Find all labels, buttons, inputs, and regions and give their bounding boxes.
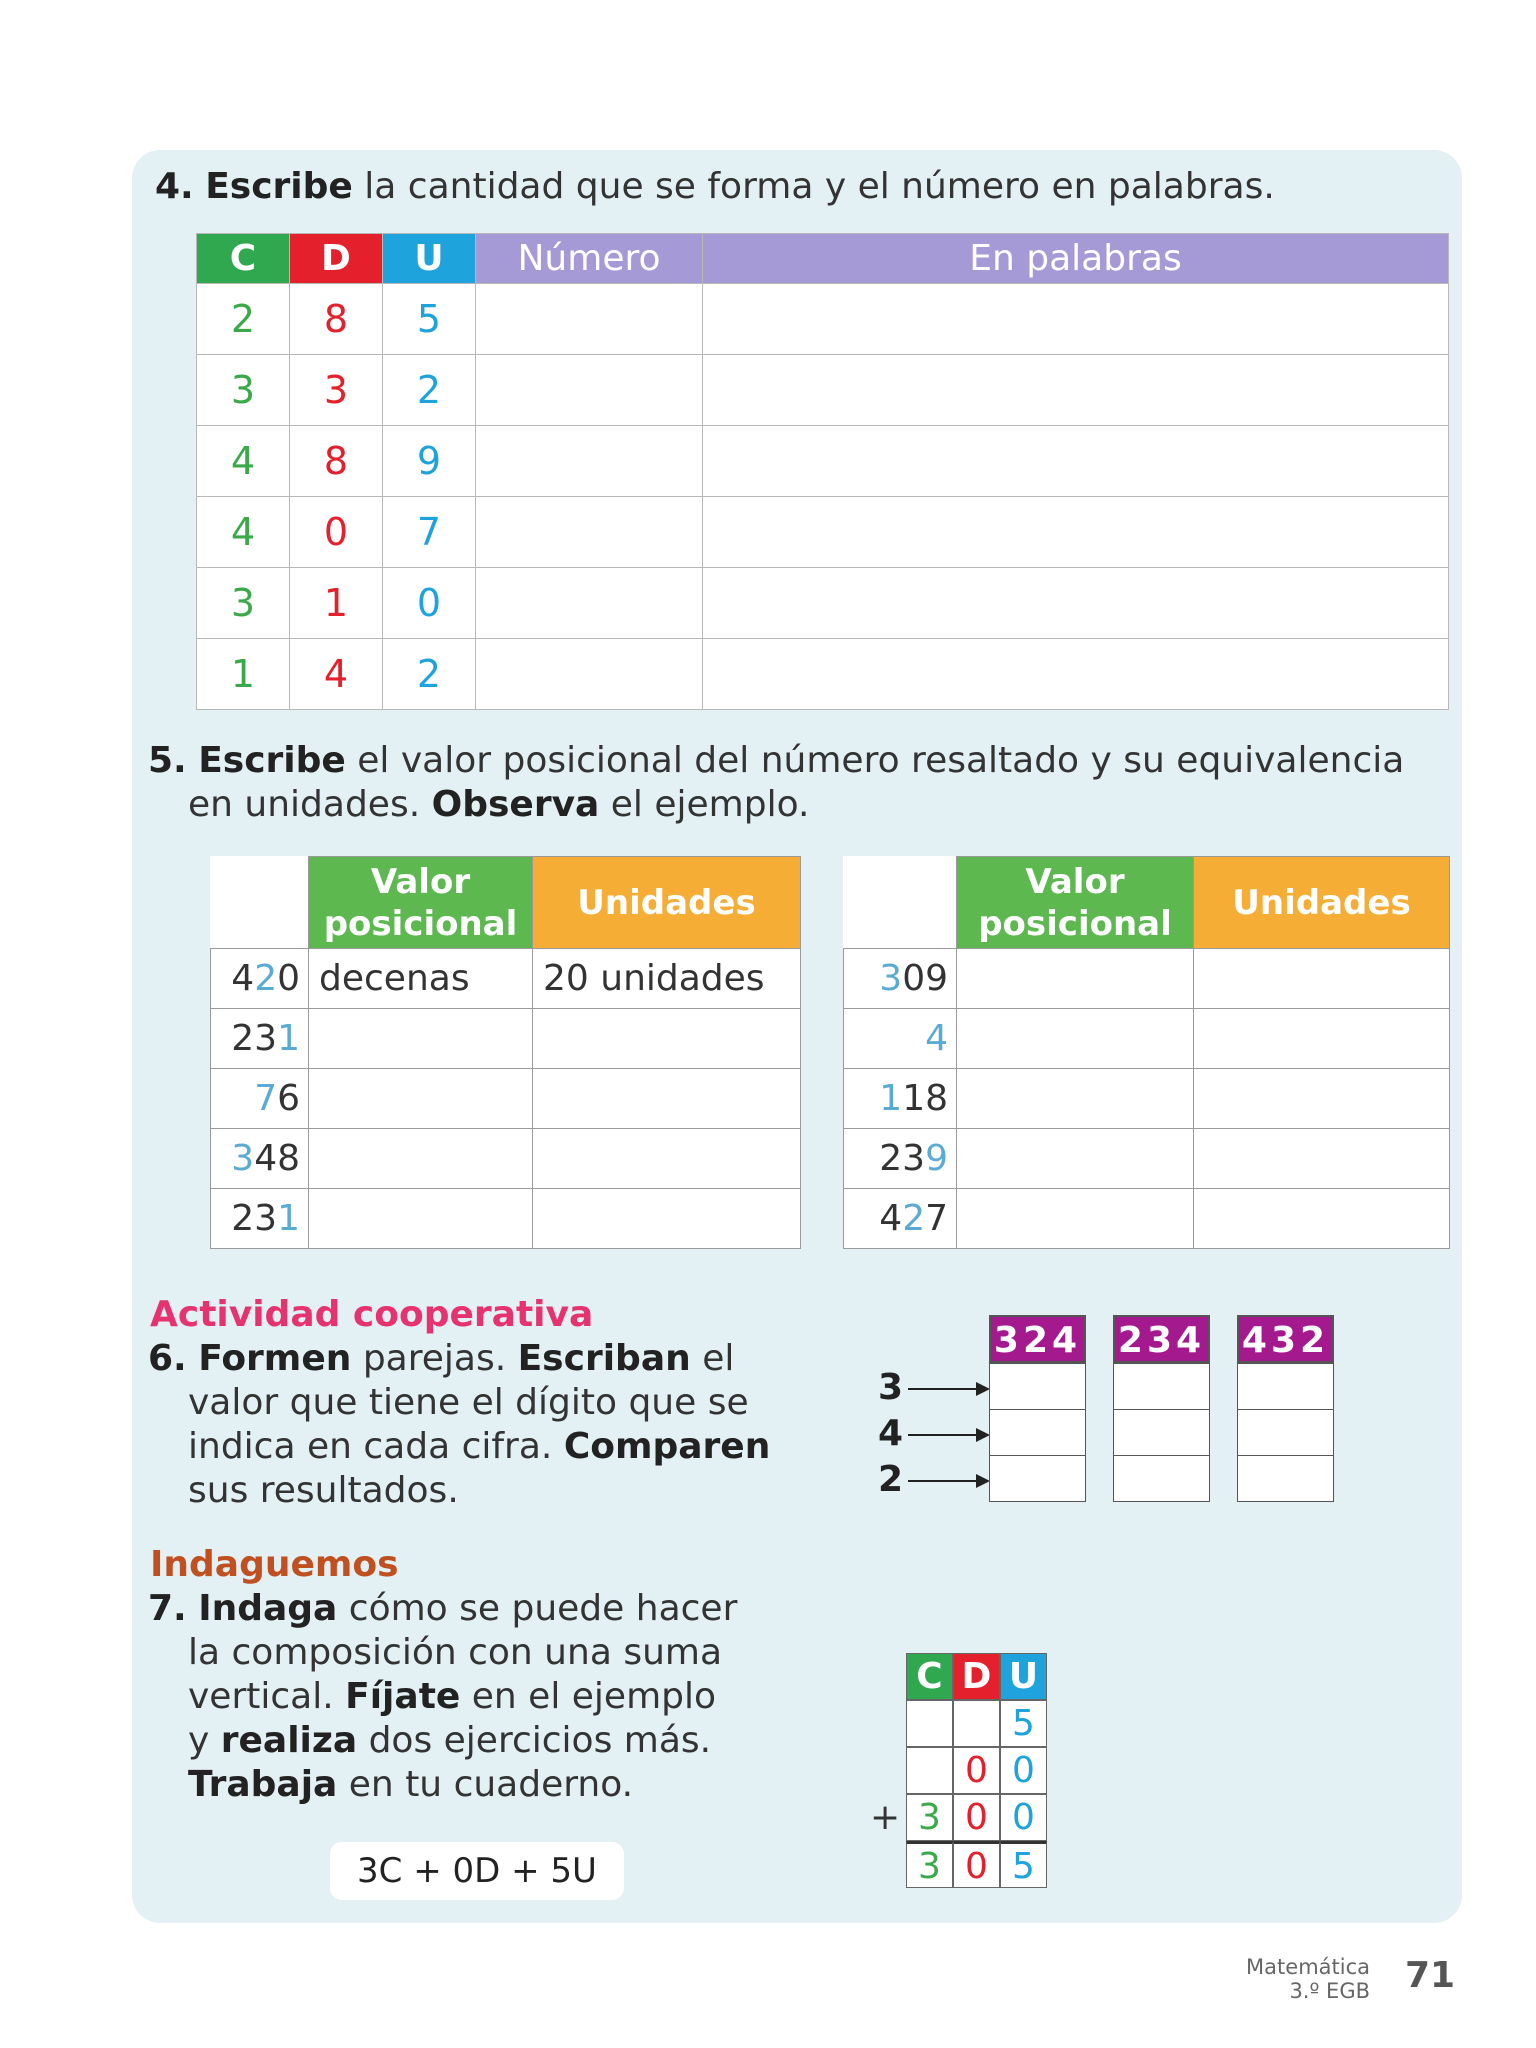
numero-answer-cell[interactable] (476, 497, 703, 568)
number-cell: 420 (211, 949, 309, 1009)
number-box-header: 234 (1113, 1315, 1210, 1363)
q7-instruction: 7. Indaga cómo se puede hacer la composición con una suma vertical. Fíjate en el ejemplo y realiza dos ejercicios más. Trabaja en tu cuaderno. (148, 1588, 738, 1805)
number-cell: 4 (844, 1009, 957, 1069)
numero-answer-cell[interactable] (476, 355, 703, 426)
table-row: 4 0 7 (197, 497, 1449, 568)
unidades-cell[interactable] (533, 1189, 801, 1249)
numero-answer-cell[interactable] (476, 426, 703, 497)
number-cell: 231 (211, 1009, 309, 1069)
digit-label: 3 (878, 1367, 904, 1408)
palabras-answer-cell[interactable] (703, 284, 1449, 355)
palabras-answer-cell[interactable] (703, 639, 1449, 710)
arrow-head-icon (976, 1428, 990, 1442)
digit-label: 2 (878, 1459, 904, 1500)
number-cell: 348 (211, 1129, 309, 1189)
digit-label: 4 (878, 1413, 904, 1454)
palabras-answer-cell[interactable] (703, 426, 1449, 497)
q4-table (196, 233, 1449, 710)
table-row: 4 8 9 (197, 426, 1449, 497)
unidades-cell[interactable] (533, 1129, 801, 1189)
table-row: 2 8 5 (197, 284, 1449, 355)
palabras-answer-cell[interactable] (703, 355, 1449, 426)
header-valor-posicional: Valor posicional (957, 857, 1194, 949)
place-value-table-left (210, 856, 801, 1249)
numero-answer-cell[interactable] (476, 284, 703, 355)
grid-header-d: D (953, 1653, 1000, 1700)
number-cell: 427 (844, 1189, 957, 1249)
number-cell: 118 (844, 1069, 957, 1129)
formula-box: 3C + 0D + 5U (330, 1842, 624, 1900)
header-numero: Número (476, 234, 703, 284)
answer-box[interactable] (1237, 1409, 1334, 1456)
table-row (211, 1069, 801, 1129)
table-row (844, 1189, 1450, 1249)
header-unidades: Unidades (1194, 857, 1450, 949)
valor-posicional-cell[interactable] (309, 1069, 533, 1129)
answer-box[interactable] (1237, 1363, 1334, 1410)
number-cell: 239 (844, 1129, 957, 1189)
unidades-cell[interactable] (1194, 1129, 1450, 1189)
answer-box[interactable] (989, 1363, 1086, 1410)
number-cell: 231 (211, 1189, 309, 1249)
palabras-answer-cell[interactable] (703, 497, 1449, 568)
valor-posicional-cell[interactable] (957, 1009, 1194, 1069)
table-row: 3 1 0 (197, 568, 1449, 639)
number-box-header: 432 (1237, 1315, 1334, 1363)
answer-box[interactable] (989, 1409, 1086, 1456)
arrow-head-icon (976, 1382, 990, 1396)
table-row: 1 4 2 (197, 639, 1449, 710)
arrow-right-icon (908, 1388, 978, 1390)
unidades-cell[interactable] (1194, 1009, 1450, 1069)
valor-posicional-cell[interactable] (957, 1069, 1194, 1129)
q6-instruction: 6. Formen parejas. Escriban el valor que tiene el dígito que se indica en cada cifra. Comparen sus resultados. (148, 1338, 771, 1511)
valor-posicional-cell[interactable]: decenas (309, 949, 533, 1009)
unidades-cell[interactable] (1194, 1189, 1450, 1249)
unidades-cell[interactable] (533, 1009, 801, 1069)
number-cell: 309 (844, 949, 957, 1009)
table-row (844, 949, 1450, 1009)
valor-posicional-cell[interactable] (309, 1189, 533, 1249)
grid-header-u: U (1000, 1653, 1047, 1700)
section-actividad-cooperativa: Actividad cooperativa (150, 1294, 594, 1335)
header-u: U (383, 234, 476, 284)
answer-box[interactable] (989, 1455, 1086, 1502)
answer-box[interactable] (1113, 1455, 1210, 1502)
header-valor-posicional: Valor posicional (309, 857, 533, 949)
answer-box[interactable] (1237, 1455, 1334, 1502)
valor-posicional-cell[interactable] (957, 1189, 1194, 1249)
plus-sign: + (870, 1797, 901, 1838)
header-unidades: Unidades (533, 857, 801, 949)
valor-posicional-cell[interactable] (309, 1009, 533, 1069)
q4-instruction: 4. Escribe la cantidad que se forma y el número en palabras. (155, 166, 1275, 207)
unidades-cell[interactable]: 20 unidades (533, 949, 801, 1009)
q5-instruction: 5. Escribe el valor posicional del número resaltado y su equivalencia en unidades. Observa el ejemplo. (148, 740, 1405, 825)
place-value-table-right (843, 856, 1450, 1249)
page-number: 71 (1405, 1955, 1456, 1996)
number-cell: 76 (211, 1069, 309, 1129)
arrow-head-icon (976, 1474, 990, 1488)
unidades-cell[interactable] (1194, 949, 1450, 1009)
numero-answer-cell[interactable] (476, 568, 703, 639)
valor-posicional-cell[interactable] (309, 1129, 533, 1189)
answer-box[interactable] (1113, 1363, 1210, 1410)
palabras-answer-cell[interactable] (703, 568, 1449, 639)
table-row (211, 1189, 801, 1249)
grid-header-c: C (906, 1653, 953, 1700)
table-row (211, 1129, 801, 1189)
header-en-palabras: En palabras (703, 234, 1449, 284)
arrow-right-icon (908, 1434, 978, 1436)
table-row (844, 1069, 1450, 1129)
unidades-cell[interactable] (1194, 1069, 1450, 1129)
table-row (211, 949, 801, 1009)
table-row (844, 1009, 1450, 1069)
header-c: C (197, 234, 290, 284)
table-row: 3 3 2 (197, 355, 1449, 426)
header-d: D (290, 234, 383, 284)
unidades-cell[interactable] (533, 1069, 801, 1129)
answer-box[interactable] (1113, 1409, 1210, 1456)
footer-subject: Matemática 3.º EGB (1246, 1955, 1370, 2003)
valor-posicional-cell[interactable] (957, 1129, 1194, 1189)
table-row (211, 1009, 801, 1069)
valor-posicional-cell[interactable] (957, 949, 1194, 1009)
number-box-header: 324 (989, 1315, 1086, 1363)
arrow-right-icon (908, 1480, 978, 1482)
numero-answer-cell[interactable] (476, 639, 703, 710)
section-indaguemos: Indaguemos (150, 1544, 399, 1585)
table-row (844, 1129, 1450, 1189)
